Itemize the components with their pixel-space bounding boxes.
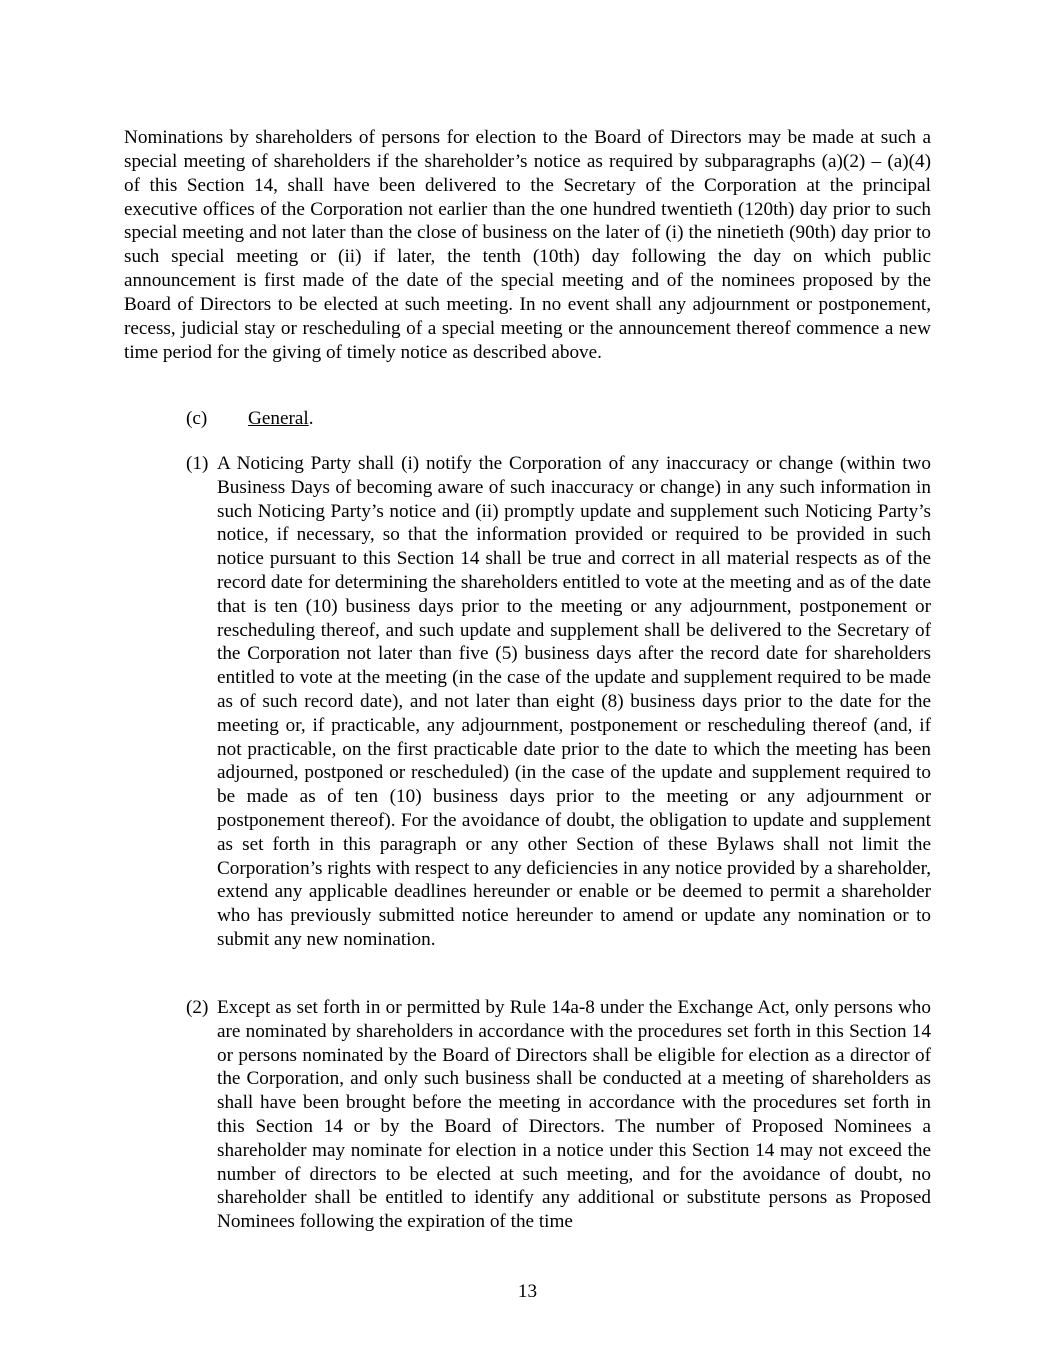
list-item-marker: (2) xyxy=(186,997,209,1018)
list-item-text: A Noticing Party shall (i) notify the Corporation of any inaccuracy or change (within two Business Days of becoming aware of such inaccuracy or change) in any such information in such Noticing Party’s notice and (ii) promptly update and supplement such Noticing Party’s notice, if necessary, so that the information provided or required to be provided in such notice pursuant to this Section 14 shall be true and correct in all material respects as of the record date for determining the shareholders entitled to vote at the meeting and as of the date that is ten (10) business days prior to the meeting or any adjournment, postponement or rescheduling thereof, and such update and supplement shall be delivered to the Secretary of the Corporation not later than five (5) business days after the record date for shareholders entitled to vote at the meeting (in the case of the update and supplement required to be made as of such record date), and not later than eight (8) business days prior to the date for the meeting or, if practicable, any adjournment, postponement or rescheduling thereof (and, if not practicable, on the first practicable date prior to the date to which the meeting has been adjourned, postponed or rescheduled) (in the case of the update and supplement required to be made as of ten (10) business days prior to the meeting or any adjournment or postponement thereof). For the avoidance of doubt, the obligation to update and supplement as set forth in this paragraph or any other Section of these Bylaws shall not limit the Corporation’s rights with respect to any deficiencies in any notice provided by a shareholder, extend any applicable deadlines hereunder or enable or be deemed to permit a shareholder who has previously submitted notice hereunder to amend or update any nomination or to submit any new nomination. xyxy=(217,453,931,950)
lead-paragraph: Nominations by shareholders of persons for election to the Board of Directors may be made at such a special meeting of shareholders if the shareholder’s notice as required by subparagraphs (a)(2) – (a)(4) of this Section 14, shall have been delivered to the Secretary of the Corporation at the principal executive offices of the Corporation not earlier than the one hundred twentieth (120th) day prior to such special meeting and not later than the close of business on the later of (i) the ninetieth (90th) day prior to such special meeting or (ii) if later, the tenth (10th) day following the day on which public announcement is first made of the date of the special meeting and of the nominees proposed by the Board of Directors to be elected at such meeting. In no event shall any adjournment or postponement, recess, judicial stay or rescheduling of a special meeting or the announcement thereof commence a new time period for the giving of timely notice as described above. xyxy=(124,127,931,363)
page-number: 13 xyxy=(517,1281,538,1302)
list-item xyxy=(186,996,931,1234)
section-title-suffix: . xyxy=(308,408,314,429)
section-heading xyxy=(186,407,314,431)
section-title: General xyxy=(248,408,309,429)
list-item-marker: (1) xyxy=(186,453,209,474)
list-item xyxy=(186,452,931,952)
list-item-text: Except as set forth in or permitted by Rule 14a-8 under the Exchange Act, only persons who are nominated by shareholders in accordance with the procedures set forth in this Section 14 or persons nominated by the Board of Directors shall be eligible for election as a director of the Corporation, and only such business shall be conducted at a meeting of shareholders as shall have been brought before the meeting in accordance with the procedures set forth in this Section 14 or by the Board of Directors. The number of Proposed Nominees a shareholder may nominate for election in a notice under this Section 14 may not exceed the number of directors to be elected at such meeting, and for the avoidance of doubt, no shareholder shall be entitled to identify any additional or substitute persons as Proposed Nominees following the expiration of the time xyxy=(217,997,931,1233)
section-number: (c) xyxy=(186,408,208,429)
